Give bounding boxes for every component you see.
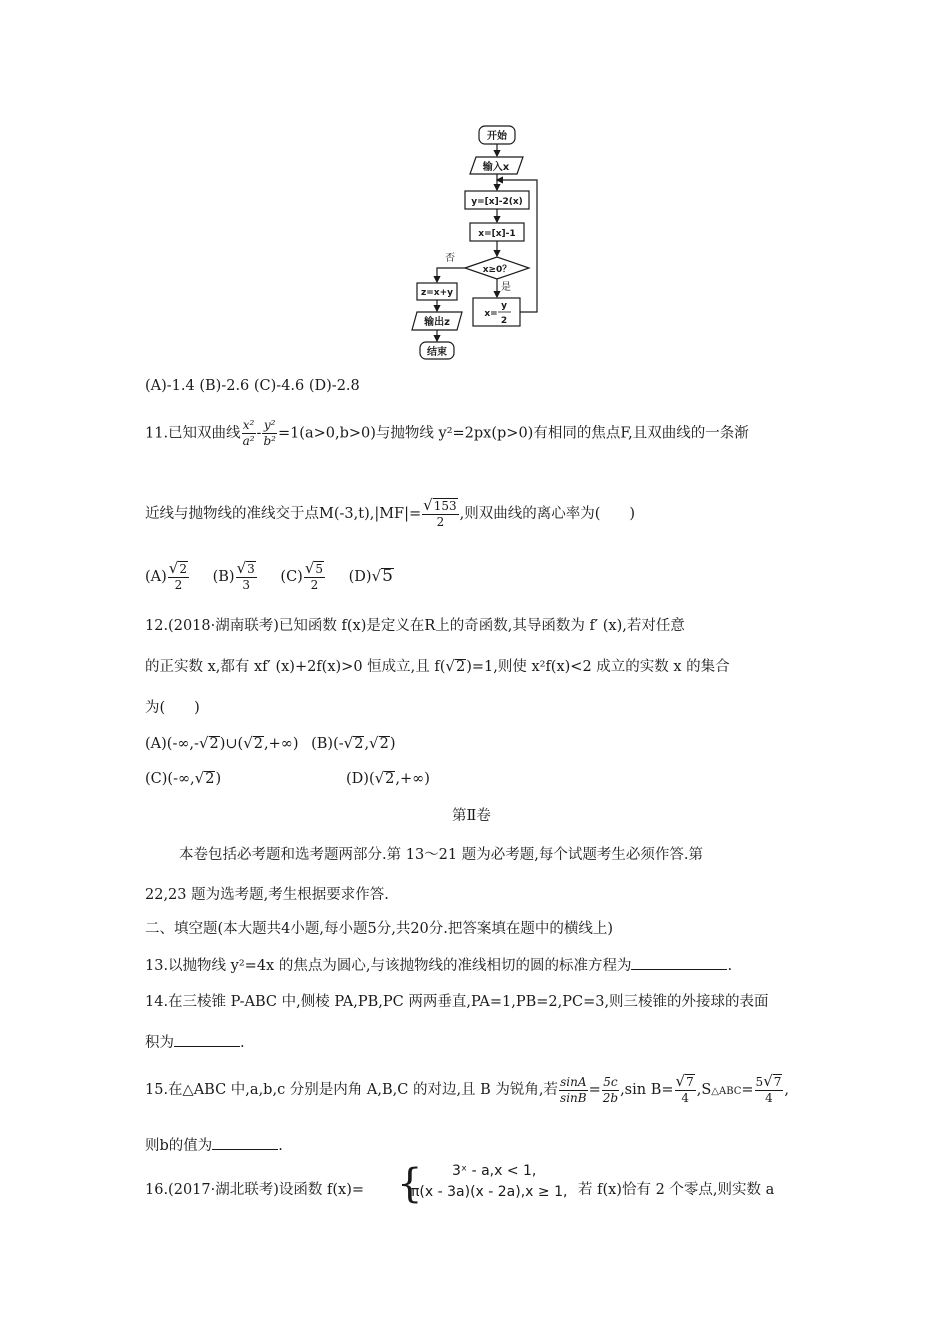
q14-line2: 积为 . — [145, 1032, 245, 1053]
flow-x-num: y — [501, 301, 507, 311]
q15-line1: 15.在△ABC 中,a,b,c 分别是内角 A,B,C 的对边,且 B 为锐角,若 $\frac{\sin A}{\sin B}$ = $\frac{5c}{2b}$ ,sin B= $\frac{√7}{4}$ ,S△ABC= $\frac{5√7}{4}$ , — [145, 1072, 789, 1105]
q12-line3: 为( ) — [145, 700, 200, 716]
q12-options-ab: (A)(-∞,-√2)∪(√2,+∞) (B)(-√2,√2) — [145, 734, 396, 752]
flowchart — [0, 0, 950, 380]
flow-start-text: 开始 — [487, 131, 507, 142]
q11-line2: 近线与抛物线的准线交于点M(-3,t),|MF|= $\frac{√153}{2}$ ,则双曲线的离心率为( ) — [145, 496, 636, 529]
flow-step1-text: y=[x]-2(x) — [471, 197, 523, 207]
flow-x-den: 2 — [500, 316, 508, 326]
q16-lead: 16.(2017·湖北联考)设函数 f(x)= — [145, 1182, 365, 1198]
q12-option-d: (D)(√2,+∞) — [346, 769, 430, 787]
flow-x-lhs: x= — [484, 309, 498, 319]
flow-end-text: 结束 — [427, 347, 447, 358]
q12-line1: 12.(2018·湖南联考)已知函数 f(x)是定义在R上的奇函数,其导函数为 f′ (x),若对任意 — [145, 618, 685, 634]
q11-mid: =1(a>0,b>0)与抛物线 y²=2px(p>0)有相同的焦点F,且双曲线的一条渐 — [277, 425, 749, 442]
q12-line2: 的正实数 x,都有 xf′ (x)+2f(x)>0 恒成立,且 f(√2)=1,则使 x²f(x)<2 成立的实数 x 的集合 — [145, 657, 730, 675]
q13: 13.以抛物线 y²=4x 的焦点为圆心,与该抛物线的准线相切的圆的标准方程为 . — [145, 955, 732, 976]
q16-tail: 若 f(x)恰有 2 个零点,则实数 a — [578, 1182, 775, 1198]
q13-answer-blank[interactable] — [631, 955, 727, 970]
flow-step2-text: x=[x]-1 — [478, 229, 516, 239]
intro-line2: 22,23 题为选考题,考生根据要求作答. — [145, 887, 389, 903]
q11-frac-x: $\frac{\text{x²}}{\text{a²}}$ — [242, 418, 255, 448]
q14-line1: 14.在三棱锥 P-ABC 中,侧棱 PA,PB,PC 两两垂直,PA=1,PB=2,PC=3,则三棱锥的外接球的表面 — [145, 994, 769, 1010]
q16-row2: π(x - 3a)(x - 2a),x ≥ 1, — [411, 1184, 568, 1200]
q16-row1: 3ˣ - a,x < 1, — [452, 1163, 537, 1179]
flow-output-text: 输出z — [424, 317, 450, 328]
flow-input-text: 输入x — [482, 162, 510, 173]
flow-no-label: 否 — [445, 253, 455, 264]
q11-lead: 11.已知双曲线 — [145, 425, 241, 442]
q11-line1: 11.已知双曲线 $\frac{\text{x²}}{\text{a²}}$ - $\frac{\text{y²}}{\text{b²}}$ =1(a>0,b>0)与抛物线 y²=2px(p>0)有相同的焦点F,且双曲线的一条渐 — [145, 418, 749, 448]
flow-cond-text: x≥0？ — [482, 265, 512, 275]
q11-options: (A) $\frac{√2}{2}$ (B) $\frac{√3}{3}$ (C) $\frac{√5}{2}$ (D)√5 — [145, 559, 393, 592]
intro-line1: 本卷包括必考题和选考题两部分.第 13～21 题为必考题,每个试题考生必须作答.第 — [179, 847, 703, 863]
flow-yes-label: 是 — [501, 282, 511, 293]
q12-option-c: (C)(-∞,√2) — [145, 769, 222, 787]
flow-z-text: z=x+y — [421, 288, 453, 298]
q15-answer-blank[interactable] — [212, 1135, 278, 1150]
q14-answer-blank[interactable] — [174, 1032, 240, 1047]
q11-frac-y: $\frac{\text{y²}}{\text{b²}}$ — [263, 418, 276, 448]
q16-brace: { — [397, 1161, 423, 1207]
q11-mf-frac: $\frac{√153}{2}$ — [423, 496, 457, 529]
part2-title: 第Ⅱ卷 — [452, 808, 491, 824]
q15-line2: 则b的值为 . — [145, 1135, 283, 1156]
q10-options: (A)-1.4 (B)-2.6 (C)-4.6 (D)-2.8 — [145, 378, 360, 394]
section2-heading: 二、填空题(本大题共4小题,每小题5分,共20分.把答案填在题中的横线上) — [145, 921, 614, 937]
